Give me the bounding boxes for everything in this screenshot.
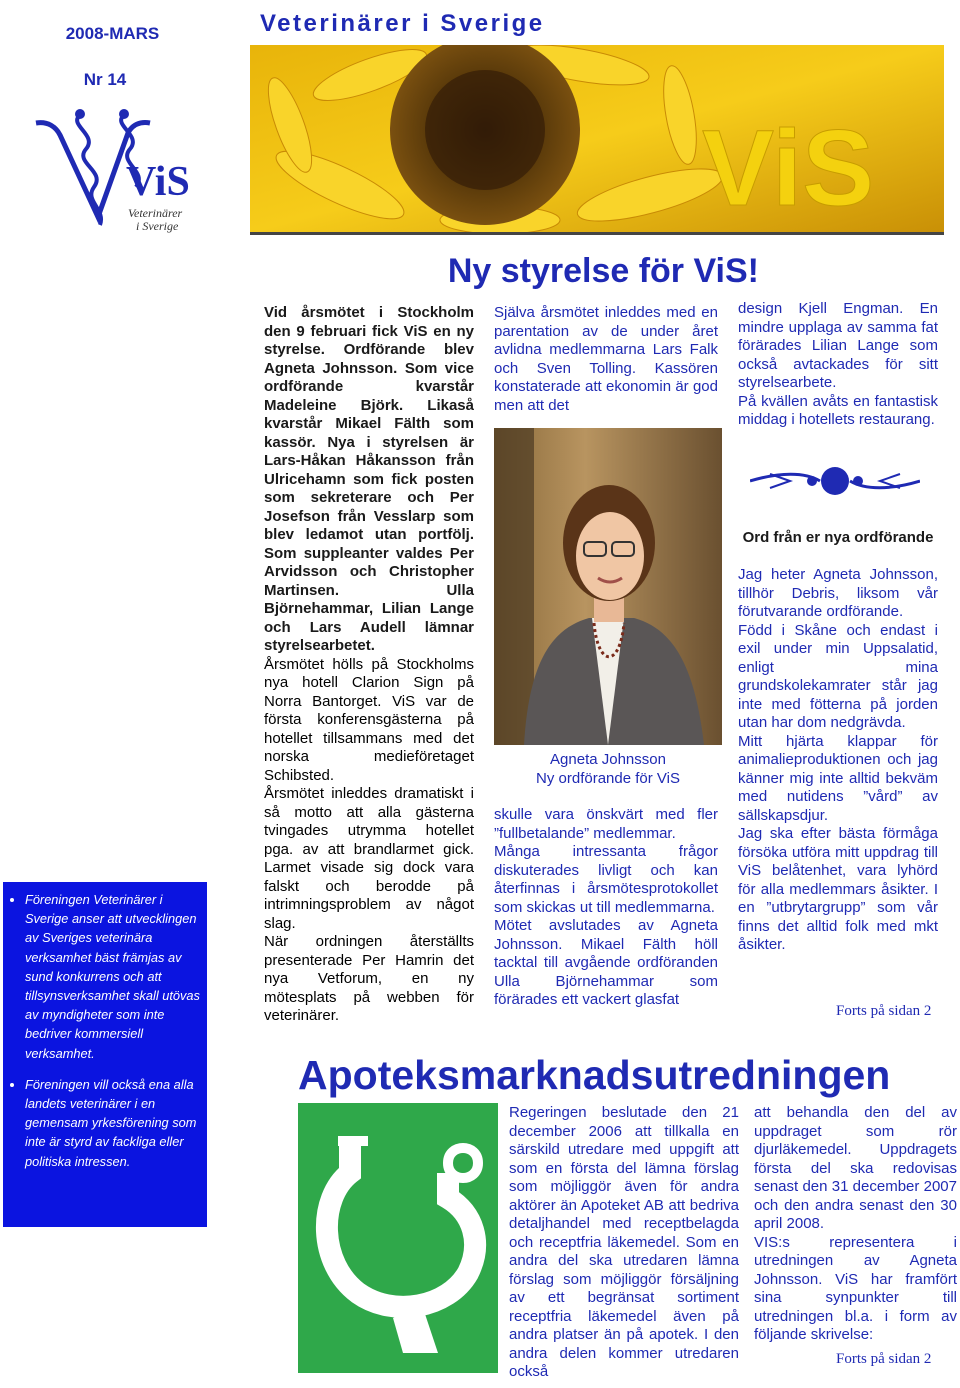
article-paragraph: På kvällen avåts en fantastisk middag i hotellets restaurang. xyxy=(738,392,938,428)
apotek-logo-icon xyxy=(298,1103,498,1373)
article-paragraph: skulle vara önskvärt med fler ”fullbetalande” medlemmar. xyxy=(494,806,718,842)
article-paragraph: VIS:s representera i utredningen av Agneta Johnsson. ViS har framfört sina synpunkter till utredningen bl.a. i form av följande skrivelse: xyxy=(754,1233,957,1343)
logo-line1: Veterinärer xyxy=(128,206,183,220)
masthead-rule xyxy=(250,232,944,235)
mission-bullet: • Föreningen Veterinärer i Sverige anser att utvecklingen av Sveriges veterinära verksamhet bäst främjas av sund konkurrens och att tillsynsverksamhet skall utövas av myndigheter som inte bedriver kommersiell verksamhet. xyxy=(25,890,207,1063)
masthead-title: Veterinärer i Sverige xyxy=(260,10,545,37)
article-title: Apoteksmarknadsutredningen xyxy=(298,1052,891,1098)
sidebar-mission-box xyxy=(3,882,207,1227)
mission-bullet: • Föreningen vill också ena alla landets veterinärer i en gemensam yrkesförening som inte är styrd av fackliga eller politiska intressen. xyxy=(25,1075,207,1171)
article-column xyxy=(754,1104,957,1345)
article-paragraph: Mitt hjärta klappar för animalieproduktionen och jag känner mig inte alltid bekväm med nutidens ”vård” av sällskapsdjur. xyxy=(738,732,938,824)
photo-caption-name: Agneta Johnsson xyxy=(550,751,666,768)
article-column xyxy=(494,304,718,415)
article-paragraph: Jag ska efter bästa förmåga försöka utföra mitt uppdrag till ViS belåtenhet, vara lyhörd för alla medlemmars åsikter. I en ”utbrytargrupp” som vår finns det alltid folk med mkt åsikter. xyxy=(738,825,938,953)
continued-link: Forts på sidan 2 xyxy=(836,1351,932,1367)
issue-date: 2008-MARS xyxy=(65,24,160,43)
article-title: Ny styrelse för ViS! xyxy=(447,252,759,290)
continued-link: Forts på sidan 2 xyxy=(836,1003,932,1019)
chair-words-column xyxy=(738,566,938,955)
banner-vis-text: ViS xyxy=(702,107,875,228)
article-column xyxy=(494,806,718,1010)
sunflower-banner xyxy=(250,45,944,232)
vis-logo xyxy=(28,105,203,240)
photo-caption xyxy=(494,750,722,788)
article-paragraph: Många intressanta frågor diskuterades livligt och kan återfinnas i årsmötesprotokollet som skickas ut till medlemmarna. xyxy=(494,843,718,916)
chair-words-title: Ord från er nya ordförande xyxy=(742,529,934,546)
article-paragraph: När ordningen återställts presenterade Per Hamrin det nya Vetforum, en ny mötesplats på webben för veterinärer. xyxy=(264,933,474,1024)
article-paragraph: Själva årsmötet inleddes med en parentation av de under året avlidna medlemmarna Lars Falk och Sven Tolling. Kassören konstaterade att ekonomin är god men att det xyxy=(494,304,718,414)
article-paragraph: design Kjell Engman. En mindre upplaga av samma fat förärades Lilian Lange som också avtackades för sitt styrelsearbete. xyxy=(738,300,938,391)
article-paragraph: Årsmötet inleddes dramatiskt i så motto att alla gästerna tvingades utrymma hotellet pga. av att brandlarmet gick. Larmet visade sig dock vara falskt och berodde på intrimningsproblem av något slag. xyxy=(264,785,474,932)
article-paragraph: Regeringen beslutade den 21 december 2006 att tillkalla en särskild utredare med uppgift att som en första del lämna förslag som möjliggör även för andra aktörer än Apoteket AB att bedriva detaljhandel med receptbelagda och receptfria läkemedel. Som en andra del ska utredaren lämna förslag som möjliggör försäljning av ett begränsat sortiment receptfria läkemedel även på andra platser än på apotek. I den andra delen kommer utredaren också xyxy=(509,1104,739,1380)
article-column xyxy=(264,304,474,1026)
photo-caption-role: Ny ordförande för ViS xyxy=(536,770,680,787)
ornament-divider-icon xyxy=(750,464,920,498)
logo-line2: i Sverige xyxy=(136,219,179,233)
portrait-photo xyxy=(494,428,722,745)
article-paragraph: Mötet avslutades av Agneta Johnsson. Mikael Fälth höll tacktal till avgående ordföranden Ulla Björnehammar som förärades ett vackert glasfat xyxy=(494,917,718,1008)
logo-letters: ViS xyxy=(126,159,190,205)
article-paragraph: att behandla den del av uppdraget som rör djurläkemedel. Uppdragets första del ska redovisas senast den 31 december 2007 och den andra senast den 30 april 2008. xyxy=(754,1104,957,1232)
article-paragraph: Jag heter Agneta Johnsson, tillhör Debris, liksom vår förutvarande ordförande. xyxy=(738,566,938,620)
article-column xyxy=(509,1104,739,1382)
article-paragraph: Född i Skåne och endast i exil under min Uppsalatid, enligt mina grundskolekamrater står jag inte med fötterna på jorden utan har dom nedgrävda. xyxy=(738,621,938,731)
article-column xyxy=(738,300,938,430)
issue-number: Nr 14 xyxy=(83,70,127,89)
article-paragraph: Årsmötet hölls på Stockholms nya hotell Clarion Sign på Norra Bantorget. ViS var de första konferensgästerna på hotellet tillsammans med det norska medieföretaget Schibsted. xyxy=(264,655,474,784)
article-paragraph: Vid årsmötet i Stockholm den 9 februari fick ViS en ny styrelse. Ordförande blev Agneta Johnsson. Som vice ordförande kvarstår Madeleine Björk. Likaså kvarstår Mikael Fälth som kassör. Nya i styrelsen är Lars-Håkan Håkansson från Ulricehamn som fick posten som sekreterare och Per Josefson från Vesslarp som blev ledamot utan portfölj. Som suppleanter valdes Per Arvidsson och Christopher Martinsen. Ulla Björnehammar, Lilian Lange och Lars Audell lämnar styrelsearbetet. xyxy=(264,304,474,654)
